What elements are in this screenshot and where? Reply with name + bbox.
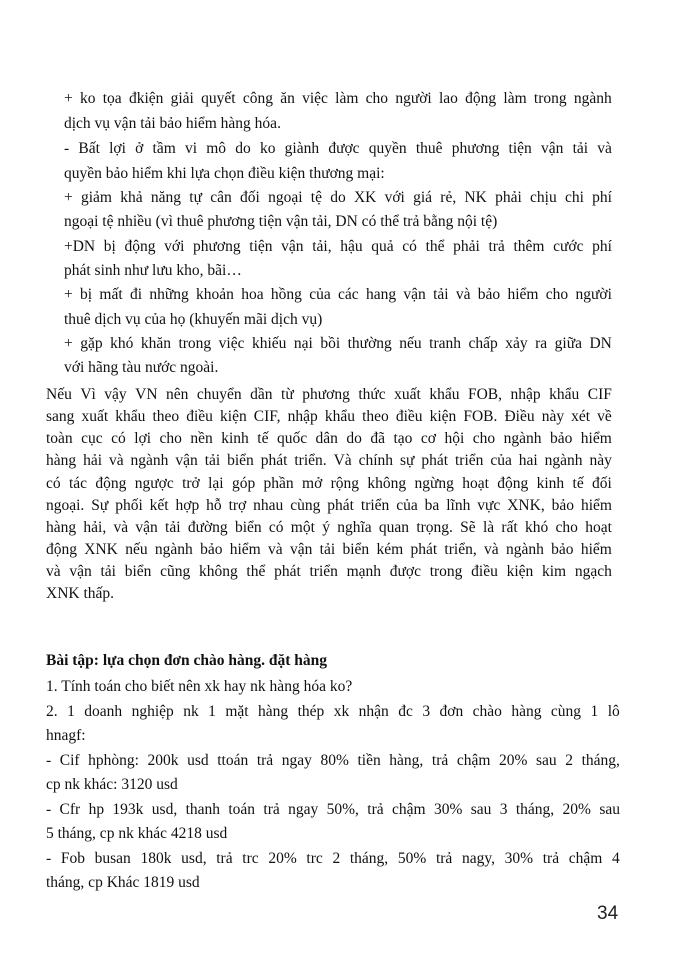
text-line: + gặp khó khăn trong việc khiếu nại bồi thường nếu tranh chấp xảy ra giữa DN (64, 335, 612, 352)
text-line: thuê dịch vụ của họ (khuyến mãi dịch vụ) (64, 311, 323, 328)
exercise-line: - Cif hphòng: 200k usd ttoán trả ngay 80% tiền hàng, trả chậm 20% sau 2 tháng, (46, 752, 620, 769)
paragraph-line: hàng hải và ngành vận tải biển phát triển. Và chính sự phát triển của hai ngành này (46, 452, 612, 469)
exercise-line: cp nk khác: 3120 usd (46, 776, 178, 793)
text-line: với hãng tàu nước ngoài. (64, 359, 219, 376)
text-line: ngoại tệ nhiều (vì thuê phương tiện vận tải, DN có thể trả bằng nội tệ) (64, 213, 498, 230)
paragraph-line: có tác động ngược trở lại góp phần mở rộng không ngừng hoạt động kinh tế đối (46, 475, 612, 492)
text-line: + giảm khả năng tự cân đối ngoại tệ do XK với giá rẻ, NK phải chịu chi phí (64, 189, 612, 206)
exercise-line: - Cfr hp 193k usd, thanh toán trả ngay 50%, trả chậm 30% sau 3 tháng, 20% sau (46, 801, 620, 818)
paragraph-line: Nếu Vì vậy VN nên chuyển dần từ phương thức xuất khẩu FOB, nhập khẩu CIF (46, 386, 612, 403)
paragraph-line: hàng hải, và vận tải đường biển có một ý nghĩa quan trọng. Sẽ là rất khó cho hoạt (46, 519, 612, 536)
exercise-line: - Fob busan 180k usd, trả trc 20% trc 2 tháng, 50% trả nagy, 30% trả chậm 4 (46, 850, 620, 867)
page-number: 34 (597, 903, 619, 924)
text-line: + ko tọa đkiện giải quyết công ăn việc làm cho người lao động làm trong ngành (64, 90, 612, 107)
text-line: +DN bị động với phương tiện vận tải, hậu quả có thể phải trả thêm cước phí (64, 238, 612, 255)
paragraph-line: XNK thấp. (46, 585, 115, 602)
text-line: dịch vụ vận tải bảo hiểm hàng hóa. (64, 115, 281, 132)
exercise-line: tháng, cp Khác 1819 usd (46, 874, 200, 891)
paragraph-line: sang xuất khẩu theo điều kiện CIF, nhập khẩu theo điều kiện FOB. Điều này xét về (46, 408, 612, 425)
paragraph-line: toàn cục có lợi cho nền kinh tế quốc dân do đã tạo cơ hội cho ngành bảo hiểm (46, 430, 612, 447)
exercise-line: 5 tháng, cp nk khác 4218 usd (46, 825, 228, 842)
text-line: + bị mất đi những khoản hoa hồng của các hang vận tải và bảo hiểm cho người (64, 286, 612, 303)
paragraph-line: và vận tải biển cũng không thể phát triển mạnh được trong điều kiện kim ngạch (46, 563, 612, 580)
exercise-line: 2. 1 doanh nghiệp nk 1 mặt hàng thép xk nhận đc 3 đơn chào hàng cùng 1 lô (46, 703, 620, 720)
text-line: quyền bảo hiểm khi lựa chọn điều kiện thương mại: (64, 165, 385, 182)
paragraph-line: ngoại. Sự phối kết hợp hỗ trợ nhau cùng phát triển của ba lĩnh vực XNK, bảo hiểm (46, 497, 612, 514)
exercise-line: hnagf: (46, 727, 86, 744)
exercise-title: Bài tập: lựa chọn đơn chào hàng. đặt hàng (46, 652, 328, 669)
paragraph-line: động XNK nếu ngành bảo hiểm và vận tải biển kém phát triển, và ngành bảo hiểm (46, 541, 612, 558)
exercise-line: 1. Tính toán cho biết nên xk hay nk hàng hóa ko? (46, 678, 353, 695)
text-line: phát sinh như lưu kho, bãi… (64, 262, 242, 279)
text-line: - Bất lợi ở tầm vi mô do ko giành được quyền thuê phương tiện vận tải và (64, 140, 612, 157)
